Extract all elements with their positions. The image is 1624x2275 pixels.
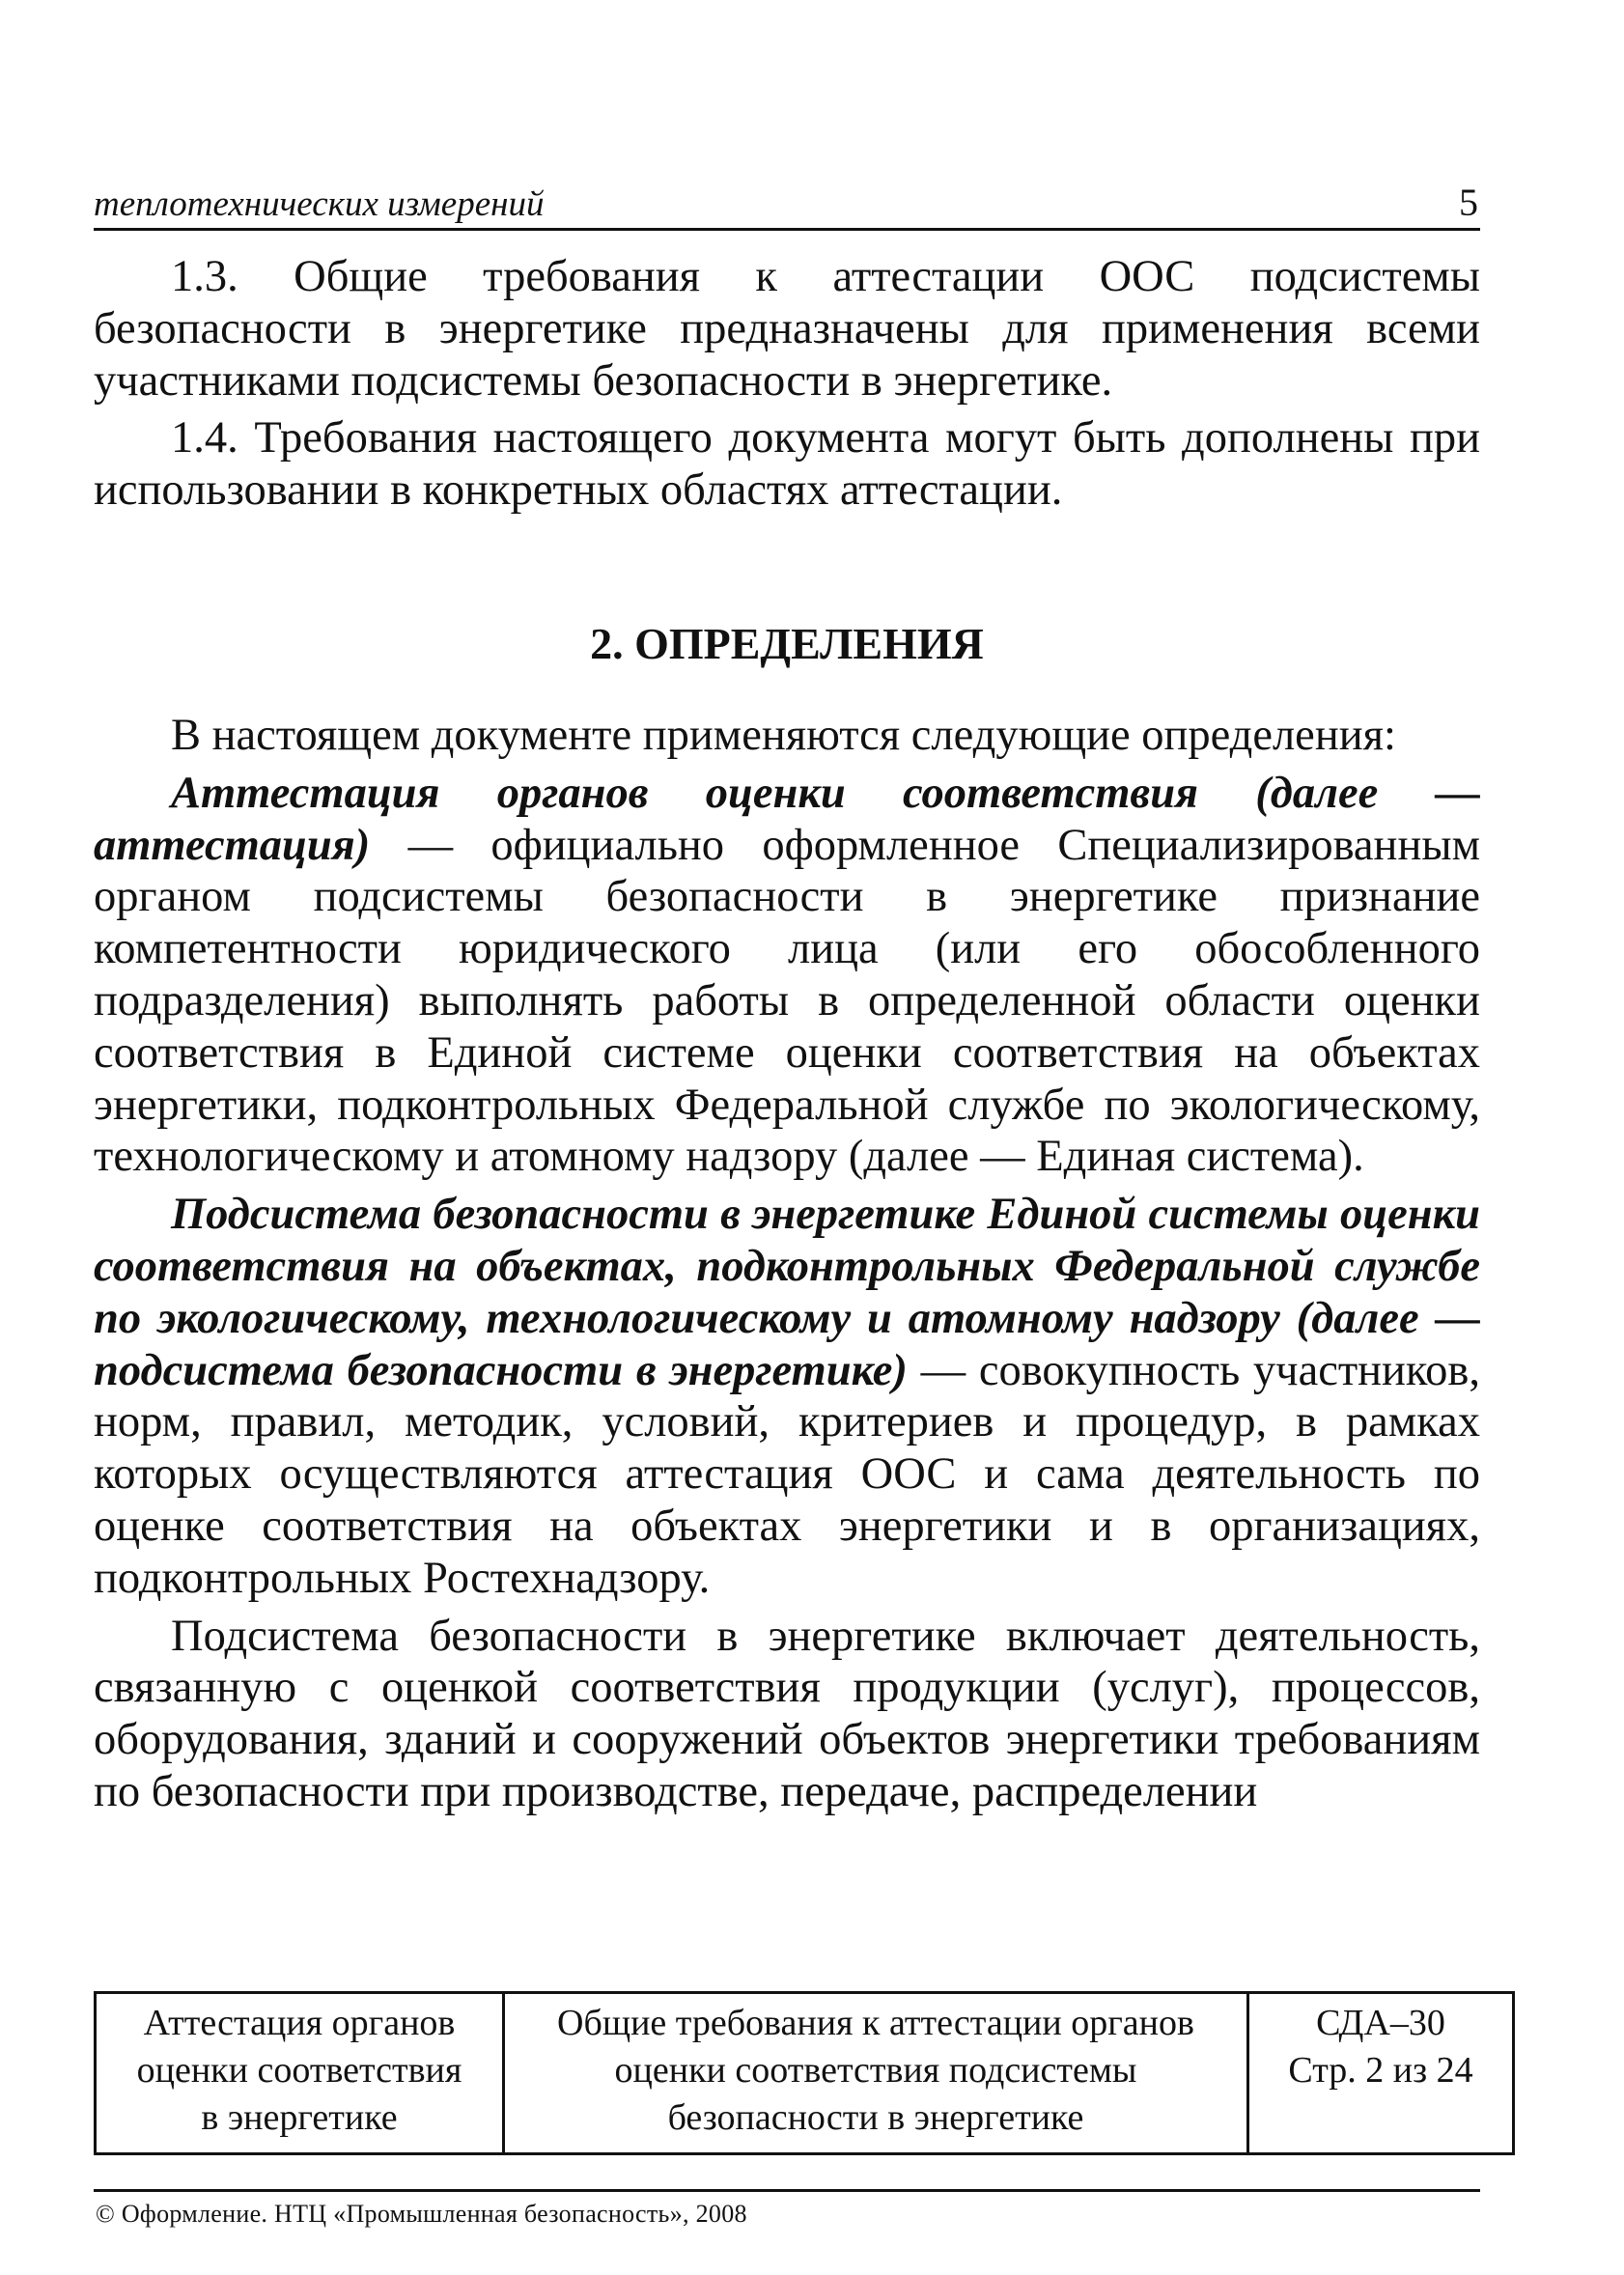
definition-subsystem: [94, 1189, 1480, 1604]
section-heading: 2. ОПРЕДЕЛЕНИЯ: [590, 618, 984, 668]
table-cell-line: Аттестация органов: [143, 2003, 456, 2043]
definition-term: Аттестация органов оценки соответствия (далее — аттестация): [94, 768, 1480, 870]
table-cell-document-code: [1248, 1993, 1514, 2154]
table-cell-line: СДА–30: [1316, 2003, 1445, 2043]
definitions-intro: В настоящем документе применяются следующие определения:: [171, 710, 1396, 760]
table-cell-document-subject: [504, 1993, 1248, 2154]
paragraph-1-3: 1.3. Общие требования к аттестации ООС подсистемы безопасности в энергетике предназначены для применения всеми участниками подсистемы безопасности в энергетике.: [94, 252, 1480, 406]
table-cell-line: оценки соответствия: [136, 2050, 462, 2091]
definition-attestation: [94, 768, 1480, 1183]
paragraph-1-4: 1.4. Требования настоящего документа могут быть дополнены при использовании в конкретных областях аттестации.: [94, 413, 1480, 516]
definition-text: — официально оформленное Специализированным органом подсистемы безопасности в энергетике признание компетентности юридического лица (или его обособленного подразделения) выполнять работы в определенной области оценки соответствия в Единой системе оценки соответствия на объектах энергетики, подконтрольных Федеральной службе по экологическому, технологическому и атомному надзору (далее — Единая система).: [94, 820, 1480, 1182]
table-cell-line: безопасности в энергетике: [667, 2097, 1084, 2138]
footer-divider: [94, 2189, 1480, 2192]
table-cell-line: оценки соответствия подсистемы: [614, 2050, 1137, 2091]
page-number: 5: [1459, 181, 1478, 224]
definition-text: — совокупность участников, норм, правил, методик, условий, критериев и процедур, в рамках которых осуществляются аттестация ООС и сама деятельность по оценке соответствия на объектах энергетики и в организациях, подконтрольных Ростехнадзору.: [94, 1345, 1480, 1603]
body-text: [94, 251, 1480, 1818]
table-cell-line: в энергетике: [201, 2097, 398, 2138]
running-header: [94, 183, 1480, 231]
running-header-title: теплотехнических измерений: [94, 184, 545, 224]
table-cell-line: Общие требования к аттестации органов: [557, 2003, 1194, 2043]
table-row: [96, 1993, 1514, 2154]
paragraph-subsystem-scope: Подсистема безопасности в энергетике включает деятельность, связанную с оценкой соответствия продукции (услуг), процессов, оборудования, зданий и сооружений объектов энергетики требованиям по безопасности при производстве, передаче, распределении: [94, 1611, 1480, 1816]
document-id-table: [94, 1991, 1515, 2155]
definition-term: Подсистема безопасности в энергетике Единой системы оценки соответствия на объектах, подконтрольных Федеральной службе по экологическому, технологическому и атомному надзору (далее — подсистема безопасности в энергетике): [94, 1190, 1480, 1395]
table-cell-line: Стр. 2 из 24: [1288, 2050, 1473, 2091]
footer-copyright: © Оформление. НТЦ «Промышленная безопасность», 2008: [96, 2200, 747, 2228]
table-cell-document-title: [96, 1993, 504, 2154]
